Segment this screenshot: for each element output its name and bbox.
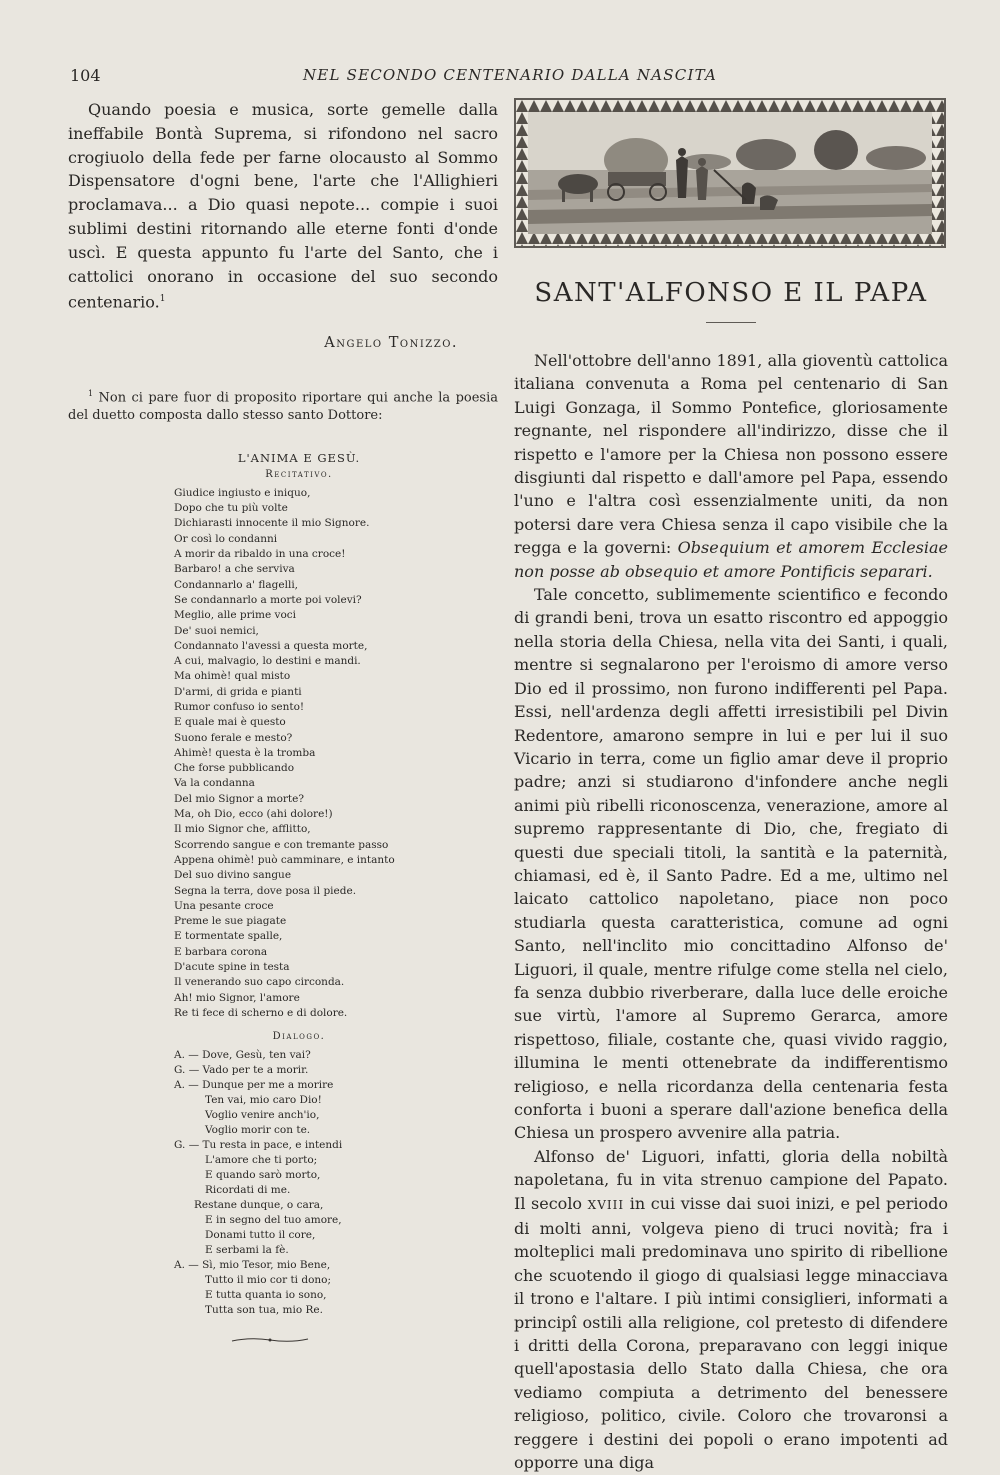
poem-verse-line: Giudice ingiusto e iniquo, [174, 486, 311, 499]
poem-dialogue-line: Tutta son tua, mio Re. [205, 1304, 323, 1317]
article-paragraph-1 [514, 349, 948, 583]
poem-verse-line: Del suo divino sangue [174, 869, 292, 882]
intro-text: Quando poesia e musica, sorte gemelle dalla ineffabile Bontà Suprema, si rifondono nel sacro crogiuolo della fede per farne olocausto al Sommo Dispensatore d'ogni bene, l'arte che l'Allighieri proclamava... a Dio quasi nepote... compie i suoi sublimi destini ritornando alle eterne fonti d'onde uscì. E questa appunto fu l'arte del Santo, che i cattolici onorano in occasione del suo secondo centenario. [68, 100, 498, 312]
poem-verse-line: A morir da ribaldo in una croce! [174, 548, 346, 561]
poem-verse-line: A cui, malvagio, lo destini e mandi. [174, 655, 361, 668]
p3-text-a: Alfonso de' Liguori, infatti, gloria della nobiltà napoletana, fu in vita strenuo campione del Papato. Il secolo [514, 1146, 948, 1213]
poem-verse-line: Ma ohimè! qual misto [174, 670, 291, 683]
poem-dialogue-line: G. — Vado per te a morir. [174, 1064, 309, 1077]
poem-verse-line: Il mio Signor che, afflitto, [174, 823, 311, 836]
poem-verse-line: Che forse pubblicando [174, 762, 295, 775]
poem-dialogue-line: E quando sarò morto, [205, 1169, 321, 1182]
poem-dialogue-line: A. — Sì, mio Tesor, mio Bene, [174, 1259, 331, 1272]
poem-verse-line: Condannarlo a' flagelli, [174, 578, 299, 591]
poem-dialogue-line: E in segno del tuo amore, [205, 1214, 342, 1227]
poem-section-recitativo: Recitativo. [265, 468, 333, 480]
poem-dialogue-line: Voglio venire anch'io, [205, 1109, 320, 1122]
ornament-divider [230, 1336, 310, 1344]
intro-paragraph [68, 98, 498, 315]
poem-verse-line: Preme le sue piagate [174, 915, 287, 928]
poem-dialogue-line: E tutta quanta io sono, [205, 1289, 327, 1302]
poem-verse-line: Il venerando suo capo circonda. [174, 976, 345, 989]
poem-verse-line: Appena ohimè! può camminare, e intanto [174, 853, 395, 866]
poem-dialogue-line: Ricordati di me. [205, 1184, 291, 1197]
running-title: NEL SECONDO CENTENARIO DALLA NASCITA [302, 66, 717, 84]
poem-verse-line: E tormentate spalle, [174, 930, 283, 943]
poem-verse-line: Rumor confuso io sento! [174, 700, 305, 713]
left-column [68, 98, 498, 1348]
poem [174, 451, 498, 1348]
footnote [68, 385, 498, 425]
poem-verse-line: Re ti fece di scherno e di dolore. [174, 1006, 348, 1019]
page-number: 104 [70, 66, 101, 85]
signature: Angelo Tonizzo. [324, 334, 458, 351]
poem-verse-line: E barbara corona [174, 945, 268, 958]
footnote-text: Non ci pare fuor di proposito riportare qui anche la poesia del duetto composta dallo stesso santo Dottore: [68, 389, 498, 423]
poem-dialogue-line: L'amore che ti porto; [205, 1154, 318, 1167]
poem-verse-line: Meglio, alle prime voci [174, 609, 297, 622]
article-headline: SANT'ALFONSO E IL PAPA [534, 278, 928, 308]
poem-dialogue-line: Restane dunque, o cara, [194, 1199, 324, 1212]
poem-verse-line: Dopo che tu più volte [174, 502, 288, 515]
poem-verses [174, 486, 498, 1021]
p1-latin-quote: Obsequium et amorem Ecclesiae non posse ab obsequio et amore Pontificis separari. [514, 538, 948, 581]
poem-dialogue-line: A. — Dove, Gesù, ten vai? [174, 1049, 311, 1062]
poem-section-dialogo: Dialogo. [272, 1031, 326, 1043]
poem-verse-line: D'acute spine in testa [174, 961, 290, 974]
poem-verse-line: Va la condanna [174, 777, 255, 790]
poem-verse-line: Condannato l'avessi a questa morte, [174, 639, 368, 652]
poem-verse-line: E quale mai è questo [174, 716, 286, 729]
poem-verse-line: Or così lo condanni [174, 532, 278, 545]
poem-verse-line: Barbaro! a che serviva [174, 563, 295, 576]
article-paragraph-3 [514, 1145, 948, 1475]
poem-dialogue-line: Ten vai, mio caro Dio! [205, 1094, 322, 1107]
poem-dialogue-line: Voglio morir con te. [205, 1124, 311, 1137]
poem-dialogue-line: G. — Tu resta in pace, e intendi [174, 1139, 343, 1152]
poem-title: L'ANIMA E GESÙ. [237, 450, 361, 465]
footnote-mark: 1 [88, 388, 94, 398]
poem-verse-line: Suono ferale e mesto? [174, 731, 293, 744]
right-column [514, 98, 948, 1475]
poem-verse-line: Ahimè! questa è la tromba [174, 746, 316, 759]
poem-dialogue-line: Tutto il mio cor ti dono; [205, 1274, 332, 1287]
p1-text: Nell'ottobre dell'anno 1891, alla gioventù cattolica italiana convenuta a Roma pel centenario di San Luigi Gonzaga, il Sommo Pontefice, gloriosamente regnante, nel rispondere all'indirizzo, disse che il rispetto e l'amore per la Chiesa non possono essere disgiunti dal rispetto e dall'amore pel Papa, essendo l'uno e l'altra così essenzialmente uniti, da non potersi dare vera Chiesa senza il capo visibile che la regga e la governi: [514, 351, 948, 558]
headline-rule [706, 322, 756, 323]
poem-verse-line: Segna la terra, dove posa il piede. [174, 884, 357, 897]
running-head [70, 66, 950, 86]
poem-verse-line: Dichiarasti innocente il mio Signore. [174, 517, 370, 530]
harvest-illustration [514, 98, 946, 248]
p3-century: XVIII [587, 1197, 625, 1212]
poem-dialogue [174, 1048, 498, 1318]
harvest-scene-image [516, 100, 944, 246]
p3-text-b: in cui visse dai suoi inizi, e pel periodo di molti anni, volgeva pieno di truci novità; fra i molteplici mali predominava uno spirito di ribellione che scuotendo il giogo di qualsiasi legge minacciava il trono e l'altare. I più intimi consiglieri, informati a principî ostili alla religione, col pretesto di difendere i dritti della Corona, preparavano con leggi inique quell'apostasia dello Stato dalla Chiesa, che ora vediamo compiuta a detrimento del benessere religioso, politico, civile. Coloro che trovaronsi a reggere i destini dei popoli o erano impotenti ad opporre una diga [514, 1193, 948, 1473]
article-paragraph-2: Tale concetto, sublimemente scientifico e fecondo di grandi beni, trova un esatto riscontro ed appoggio nella storia della Chiesa, nella vita dei Santi, i quali, mentre si segnalarono per l'eroismo di amore verso Dio ed il prossimo, non furono indifferenti pel Papa. Essi, nell'ardenza degli affetti irresistibili pel Divin Redentore, amarono sempre in lui e per lui il suo Vicario in terra, come un figlio amar deve il proprio padre; anzi si studiarono d'infondere anche negli animi più ribelli riconoscenza, venerazione, amore al supremo rappresentante di Dio, che, fregiato di questi due speciali titoli, la santità e la paternità, chiamasi, ed è, il Santo Padre. Ed a me, ultimo nel laicato cattolico napoletano, piace non poco studiarla questa caratteristica, comune ad ogni Santo, nell'inclito mio concittadino Alfonso de' Liguori, il quale, mentre rifulge come stella nel cielo, fa senza dubbio riverberare, dalla luce delle eroiche sue virtù, l'amore al Supremo Gerarca, amore rispettoso, filiale, costante che, quasi vivido raggio, illumina le menti ottenebrate da indifferentismo religioso, e nella ricordanza della centenaria festa conforta i buoni a sperare dall'azione benefica della Chiesa un prospero avvenire alla patria. [514, 585, 948, 1143]
poem-verse-line: Una pesante croce [174, 899, 274, 912]
poem-verse-line: Ma, oh Dio, ecco (ahi dolore!) [174, 808, 333, 821]
poem-verse-line: Se condannarlo a morte poi volevi? [174, 593, 362, 606]
note-mark: 1 [159, 294, 166, 305]
article-body [514, 349, 948, 1475]
poem-verse-line: D'armi, di grida e pianti [174, 685, 302, 698]
poem-dialogue-line: Donami tutto il core, [205, 1229, 316, 1242]
poem-verse-line: Scorrendo sangue e con tremante passo [174, 838, 389, 851]
poem-dialogue-line: E serbami la fè. [205, 1244, 289, 1257]
poem-verse-line: De' suoi nemici, [174, 624, 259, 637]
poem-dialogue-line: A. — Dunque per me a morire [174, 1079, 334, 1092]
poem-verse-line: Del mio Signor a morte? [174, 792, 304, 805]
poem-verse-line: Ah! mio Signor, l'amore [174, 991, 300, 1004]
